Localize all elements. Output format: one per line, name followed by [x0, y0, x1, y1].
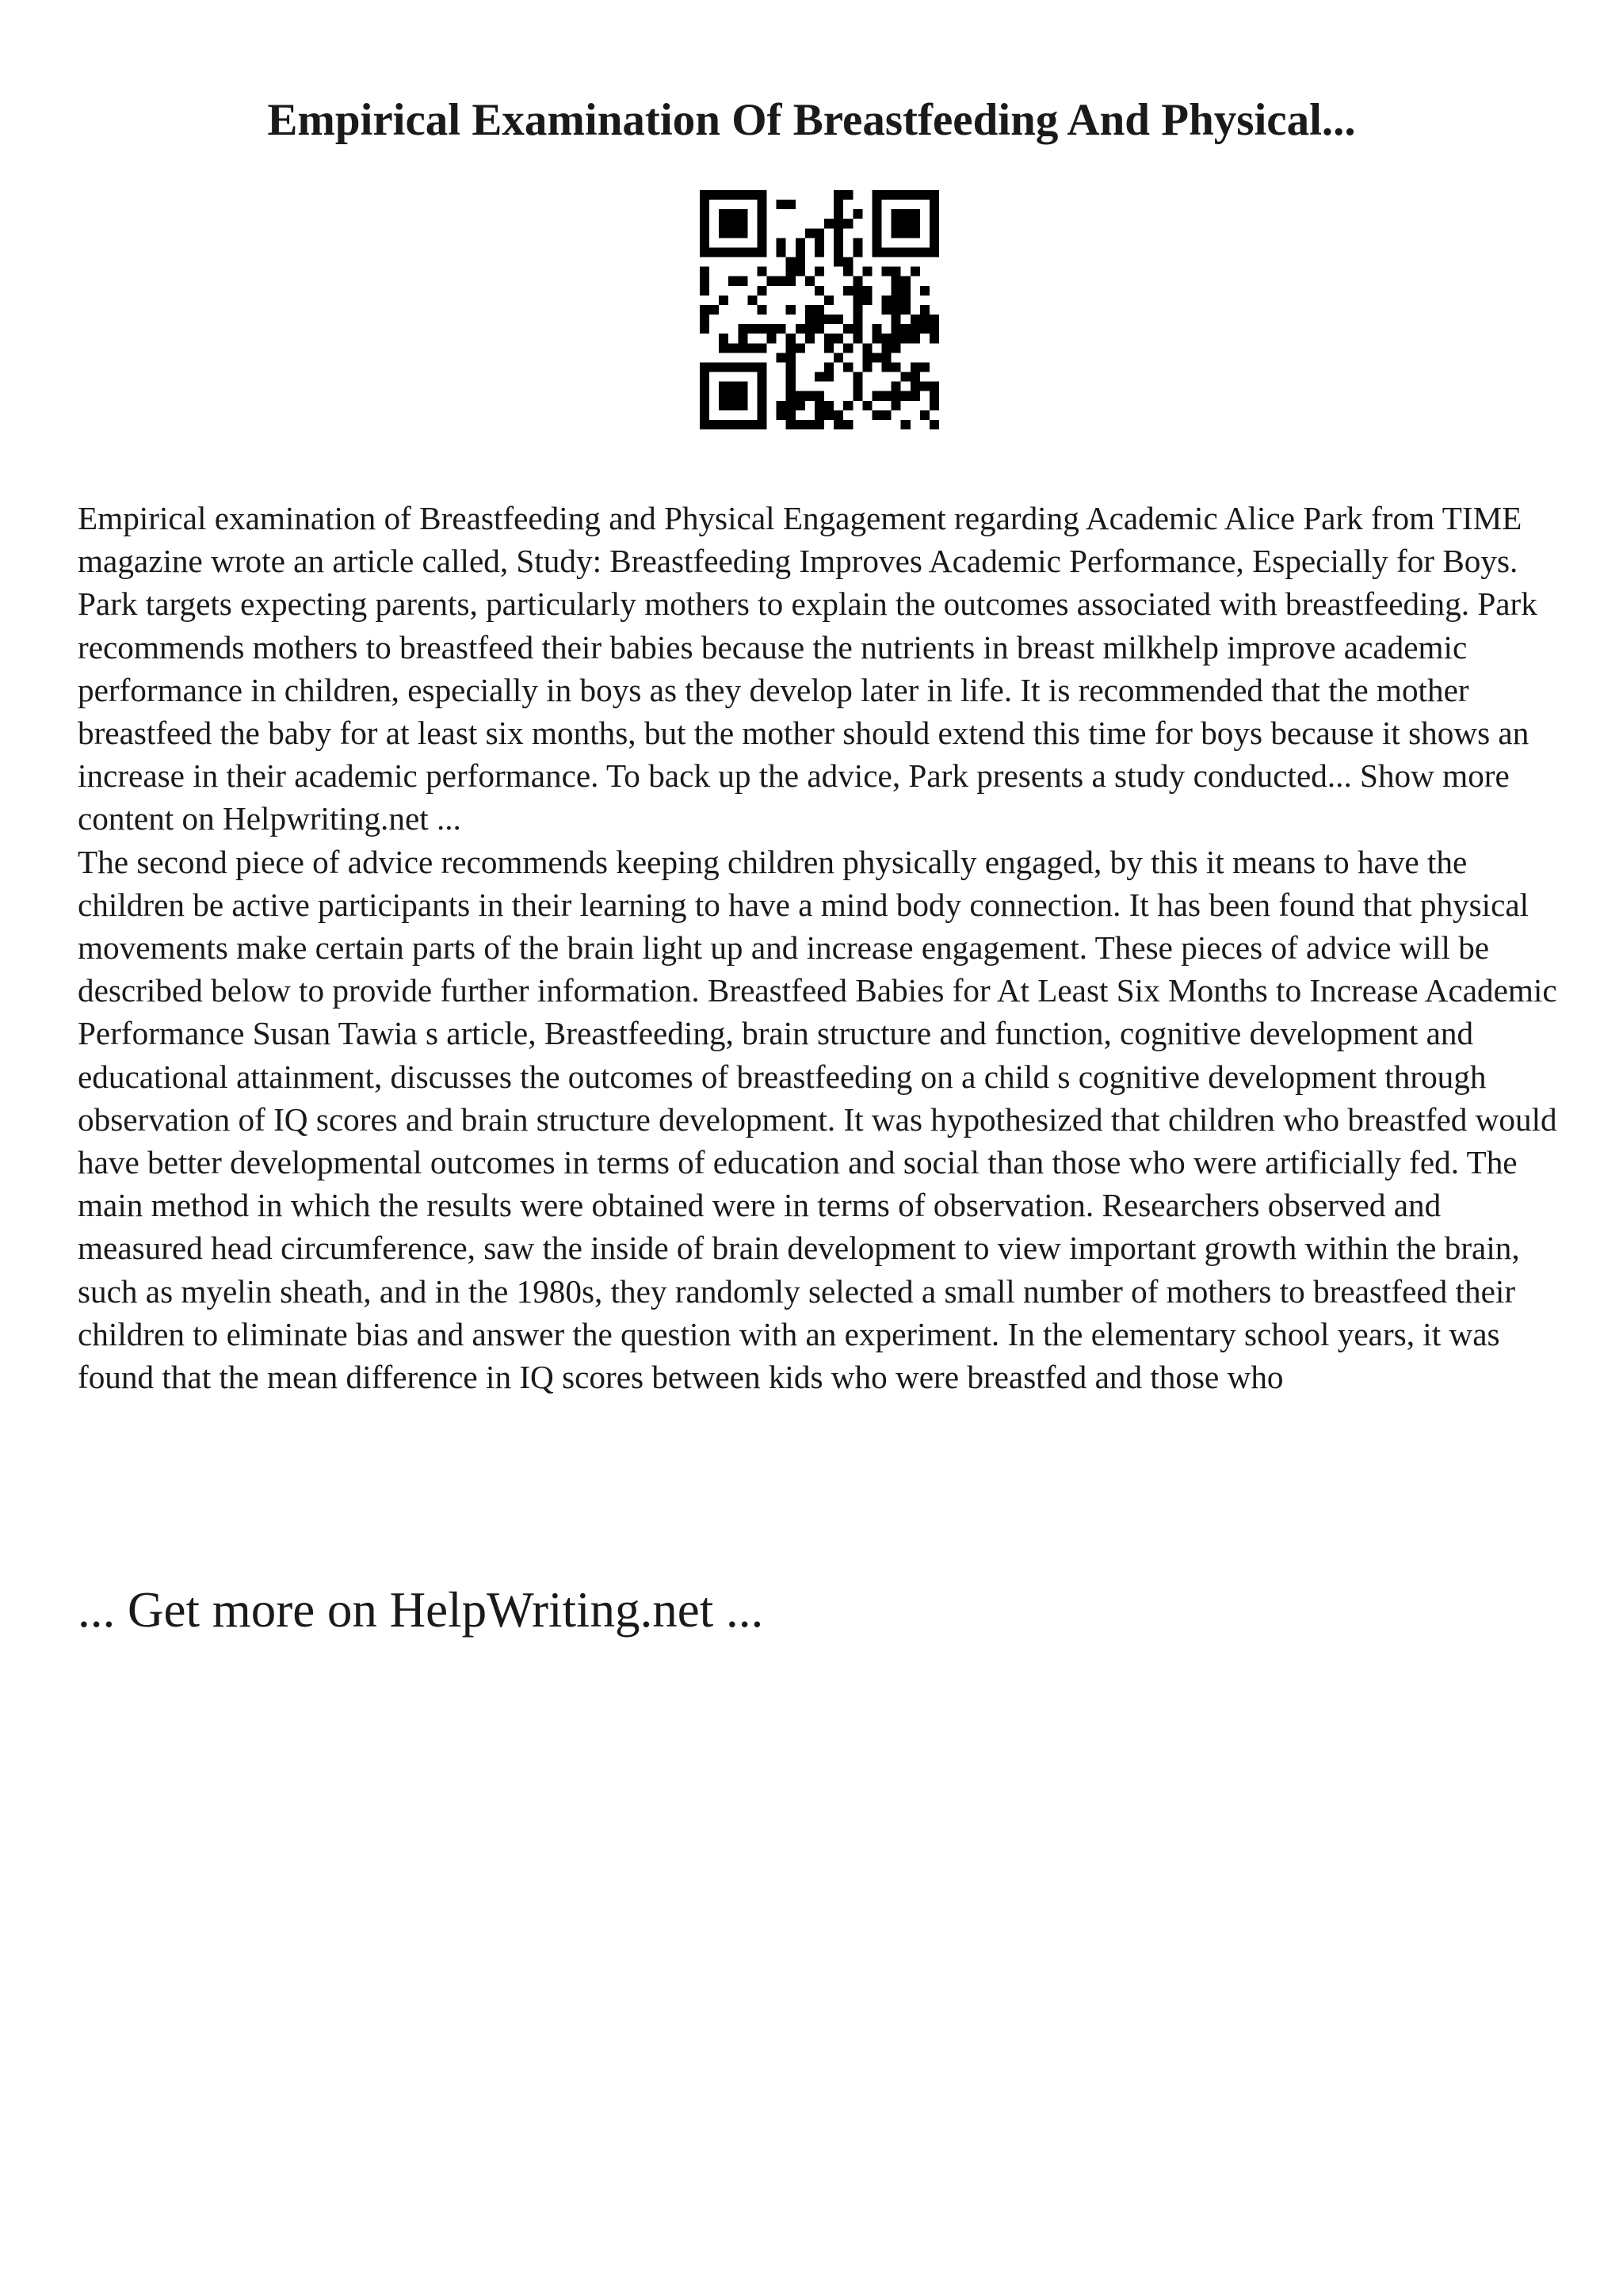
- article-body: [78, 497, 1568, 1398]
- article-paragraph-2: The second piece of advice recommends keeping children physically engaged, by this it means to have the children be active participants in their learning to have a mind body connection. It has been found that physical movements make certain parts of the brain light up and increase engagement. These pieces of advice will be described below to provide further information. Breastfeed Babies for At Least Six Months to Increase Academic Performance Susan Tawia s article, Breastfeeding, brain structure and function, cognitive development and educational attainment, discusses the outcomes of breastfeeding on a child s cognitive development through observation of IQ scores and brain structure development. It was hypothesized that children who breastfed would have better developmental outcomes in terms of education and social than those who were artificially fed. The main method in which the results were obtained were in terms of observation. Researchers observed and measured head circumference, saw the inside of brain development to view important growth within the brain, such as myelin sheath, and in the 1980s, they randomly selected a small number of mothers to breastfeed their children to eliminate bias and answer the question with an experiment. In the elementary school years, it was found that the mean difference in IQ scores between kids who were breastfed and those who: [78, 843, 1557, 1396]
- qr-code-icon: [700, 190, 939, 429]
- get-more-link[interactable]: ... Get more on HelpWriting.net ...: [78, 1582, 764, 1638]
- article-paragraph-1: Empirical examination of Breastfeeding and Physical Engagement regarding Academic Alice Park from TIME magazine wrote an article called, Study: Breastfeeding Improves Academic Performance, Especially for Boys. Park targets expecting parents, particularly mothers to explain the outcomes associated with breastfeeding. Park recommends mothers to breastfeed their babies because the nutrients in breast milkhelp improve academic performance in children, especially in boys as they develop later in life. It is recommended that the mother breastfeed the baby for at least six months, but the mother should extend this time for boys because it shows an increase in their academic performance. To back up the advice, Park presents a study conducted... Show more content on Helpwriting.net ...: [78, 500, 1537, 837]
- page-title: Empirical Examination Of Breastfeeding And Physical...: [267, 95, 1356, 145]
